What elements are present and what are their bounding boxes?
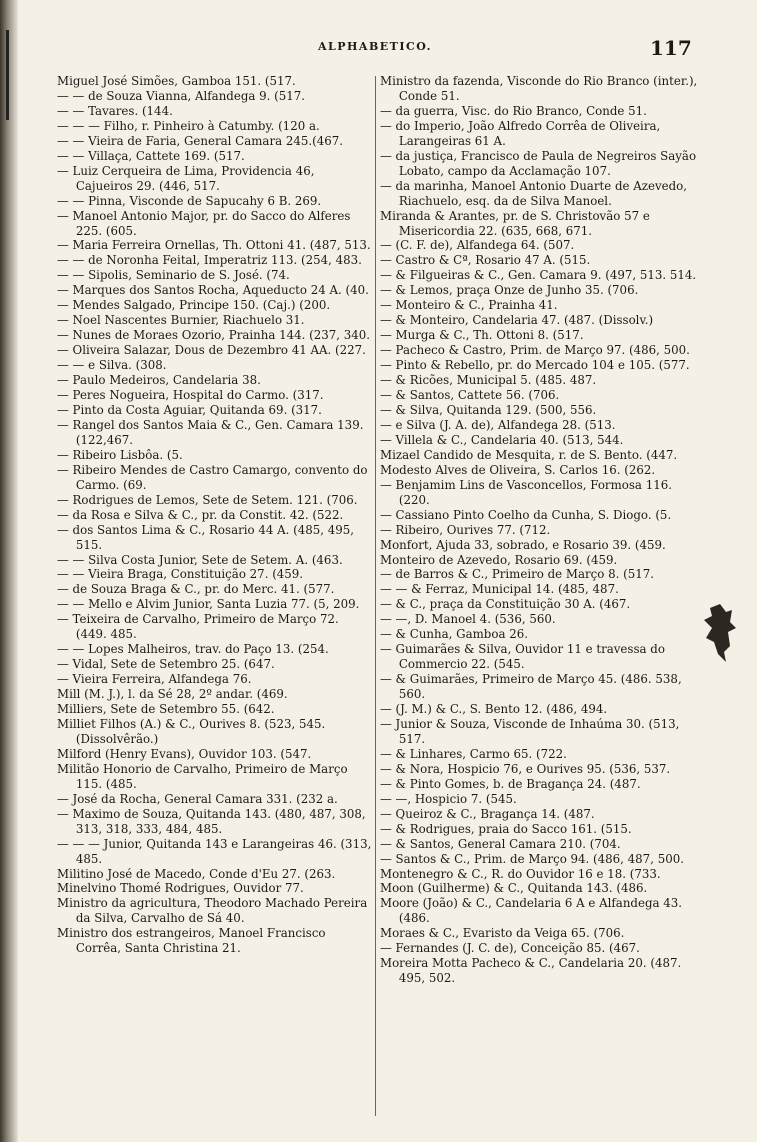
directory-entry: — & Silva, Quitanda 129. (500, 556. — [380, 402, 597, 417]
directory-entry: — Oliveira Salazar, Dous de Dezembro 41 AA. (227. — [57, 343, 366, 358]
directory-entry: — & Santos, Cattete 56. (706. — [380, 388, 560, 403]
directory-entry: — Pinto da Costa Aguiar, Quitanda 69. (317. — [57, 402, 322, 417]
directory-entry: — (C. F. de), Alfandega 64. (507. — [380, 238, 575, 253]
directory-entry: — de Barros & C., Primeiro de Março 8. (517. — [380, 567, 654, 582]
directory-entry: — da marinha, Manoel Antonio Duarte de Azevedo, Riachuelo, esq. da de Silva Manoel. — [380, 178, 687, 208]
directory-entry: — Vidal, Sete de Setembro 25. (647. — [57, 657, 275, 672]
directory-entry: Minelvino Thomé Rodrigues, Ouvidor 77. — [57, 881, 304, 896]
directory-entry: — — Mello e Alvim Junior, Santa Luzia 77. (5, 209. — [57, 597, 360, 612]
directory-entry: — & Santos, General Camara 210. (704. — [380, 836, 621, 851]
directory-entry: — — Vieira Braga, Constituição 27. (459. — [57, 567, 304, 582]
directory-entry: — & Cunha, Gamboa 26. — [380, 627, 528, 642]
directory-entry: — & Filgueiras & C., Gen. Camara 9. (497, 513. 514. — [380, 268, 697, 283]
book-binding-edge — [0, 0, 18, 1142]
directory-entry: — — — Junior, Quitanda 143 e Larangeiras 46. (313, 485. — [57, 836, 372, 866]
directory-entry: — —, Hospicio 7. (545. — [380, 791, 517, 806]
directory-entry: Moreira Motta Pacheco & C., Candelaria 20. (487. 495, 502. — [380, 956, 682, 986]
directory-entry: — Maximo de Souza, Quitanda 143. (480, 487, 308, 313, 318, 333, 484, 485. — [57, 806, 366, 836]
directory-entry: — Ribeiro Lisbôa. (5. — [57, 447, 183, 462]
ink-stain-icon — [702, 602, 738, 664]
directory-entry: — Paulo Medeiros, Candelaria 38. — [57, 373, 261, 388]
binding-mark — [6, 30, 9, 120]
directory-entry: — & Linhares, Carmo 65. (722. — [380, 746, 567, 761]
directory-entry: — — de Noronha Feital, Imperatriz 113. (254, 483. — [57, 253, 362, 268]
right-column — [380, 74, 702, 986]
directory-entry: — — Tavares. (144. — [57, 103, 173, 118]
directory-entry: — da justiça, Francisco de Paula de Negreiros Sayão Lobato, campo da Acclamação 107. — [380, 148, 697, 178]
directory-entry: — — de Souza Vianna, Alfandega 9. (517. — [57, 88, 306, 103]
page-number: 117 — [650, 36, 692, 60]
directory-entry: — — e Silva. (308. — [57, 358, 167, 373]
directory-entry: — Mendes Salgado, Principe 150. (Caj.) (200. — [57, 298, 331, 313]
directory-entry: Ministro da fazenda, Visconde do Rio Branco (inter.), Conde 51. — [380, 74, 698, 103]
directory-entry: Miguel José Simões, Gamboa 151. (517. — [57, 74, 296, 88]
directory-entry: — — Villaça, Cattete 169. (517. — [57, 148, 245, 163]
directory-entry: Militão Honorio de Carvalho, Primeiro de Março 115. (485. — [57, 761, 348, 791]
directory-entry: — Maria Ferreira Ornellas, Th. Ottoni 41. (487, 513. — [57, 238, 371, 253]
directory-entry: — Nunes de Moraes Ozorio, Prainha 144. (237, 340. — [57, 328, 371, 343]
directory-entry: — e Silva (J. A. de), Alfandega 28. (513. — [380, 417, 616, 432]
directory-entry: — Fernandes (J. C. de), Conceição 85. (467. — [380, 941, 640, 956]
directory-entry: — & Lemos, praça Onze de Junho 35. (706. — [380, 283, 639, 298]
directory-entry: — Queiroz & C., Bragança 14. (487. — [380, 806, 595, 821]
directory-entry: — José da Rocha, General Camara 331. (232 a. — [57, 791, 338, 806]
left-column — [57, 74, 373, 956]
directory-entry: — Cassiano Pinto Coelho da Cunha, S. Diogo. (5. — [380, 507, 672, 522]
directory-entry: — Benjamim Lins de Vasconcellos, Formosa 116. (220. — [380, 477, 672, 507]
directory-entry: — & Ricões, Municipal 5. (485. 487. — [380, 373, 597, 388]
directory-entry: Montenegro & C., R. do Ouvidor 16 e 18. (733. — [380, 866, 661, 881]
directory-entry: Moore (João) & C., Candelaria 6 A e Alfandega 43. (486. — [380, 896, 683, 926]
directory-entry: Mill (M. J.), l. da Sé 28, 2º andar. (469. — [57, 687, 288, 702]
directory-entry: — — Silva Costa Junior, Sete de Setem. A. (463. — [57, 552, 343, 567]
directory-entry: Milford (Henry Evans), Ouvidor 103. (547. — [57, 746, 312, 761]
directory-entry: — Murga & C., Th. Ottoni 8. (517. — [380, 328, 584, 343]
directory-entry: — Vieira Ferreira, Alfandega 76. — [57, 672, 252, 687]
directory-entry: — — Vieira de Faria, General Camara 245.(467. — [57, 133, 344, 148]
directory-entry: Mizael Candido de Mesquita, r. de S. Bento. (447. — [380, 447, 678, 462]
directory-entry: — de Souza Braga & C., pr. do Merc. 41. (577. — [57, 582, 335, 597]
directory-entry: — dos Santos Lima & C., Rosario 44 A. (485, 495, 515. — [57, 522, 355, 552]
directory-entry: — do Imperio, João Alfredo Corrêa de Oliveira, Larangeiras 61 A. — [380, 118, 661, 148]
directory-entry: — Noel Nascentes Burnier, Riachuelo 31. — [57, 313, 305, 328]
directory-entry: Miranda & Arantes, pr. de S. Christovão 57 e Misericordia 22. (635, 668, 671. — [380, 208, 650, 238]
directory-entry: Militino José de Macedo, Conde d'Eu 27. (263. — [57, 866, 336, 881]
directory-entry: Ministro dos estrangeiros, Manoel Francisco Corrêa, Santa Christina 21. — [57, 926, 326, 956]
directory-entry: Milliet Filhos (A.) & C., Ourives 8. (523, 545. (Dissolvêrão.) — [57, 716, 326, 746]
directory-entry: — — Pinna, Visconde de Sapucahy 6 B. 269. — [57, 193, 322, 208]
directory-entry: — da guerra, Visc. do Rio Branco, Conde 51. — [380, 103, 647, 118]
directory-entry: — & Pinto Gomes, b. de Bragança 24. (487. — [380, 776, 641, 791]
directory-entry: — Castro & Cª, Rosario 47 A. (515. — [380, 253, 591, 268]
directory-entry: — Pacheco & Castro, Prim. de Março 97. (486, 500. — [380, 343, 690, 358]
directory-entry: — & Nora, Hospicio 76, e Ourives 95. (536, 537. — [380, 761, 671, 776]
directory-entry: — & Guimarães, Primeiro de Março 45. (486. 538, 560. — [380, 672, 682, 702]
directory-entry: — Rodrigues de Lemos, Sete de Setem. 121. (706. — [57, 492, 358, 507]
directory-entry: — (J. M.) & C., S. Bento 12. (486, 494. — [380, 702, 608, 717]
column-divider — [375, 76, 376, 1116]
directory-entry: — Villela & C., Candelaria 40. (513, 544. — [380, 432, 624, 447]
directory-entry: Moon (Guilherme) & C., Quitanda 143. (486. — [380, 881, 648, 896]
directory-entry: — Luiz Cerqueira de Lima, Providencia 46, Cajueiros 29. (446, 517. — [57, 163, 315, 193]
directory-entry: Moraes & C., Evaristo da Veiga 65. (706. — [380, 926, 625, 941]
directory-entry: — Ribeiro Mendes de Castro Camargo, convento do Carmo. (69. — [57, 462, 368, 492]
directory-entry: Modesto Alves de Oliveira, S. Carlos 16. (262. — [380, 462, 656, 477]
directory-entry: Milliers, Sete de Setembro 55. (642. — [57, 702, 275, 717]
directory-entry: — Pinto & Rebello, pr. do Mercado 104 e 105. (577. — [380, 358, 690, 373]
directory-entry: — Santos & C., Prim. de Março 94. (486, 487, 500. — [380, 851, 684, 866]
directory-entry: — Rangel dos Santos Maia & C., Gen. Camara 139. (122,467. — [57, 417, 364, 447]
directory-entry: Monfort, Ajuda 33, sobrado, e Rosario 39. (459. — [380, 537, 666, 552]
directory-entry: — — Lopes Malheiros, trav. do Paço 13. (254. — [57, 642, 329, 657]
directory-entry: — — — Filho, r. Pinheiro à Catumby. (120 a. — [57, 118, 320, 133]
directory-entry: — Peres Nogueira, Hospital do Carmo. (317. — [57, 388, 324, 403]
directory-entry: — Teixeira de Carvalho, Primeiro de Março 72. (449. 485. — [57, 612, 339, 642]
directory-entry: — da Rosa e Silva & C., pr. da Constit. 42. (522. — [57, 507, 344, 522]
directory-entry: Monteiro de Azevedo, Rosario 69. (459. — [380, 552, 618, 567]
directory-entry: — —, D. Manoel 4. (536, 560. — [380, 612, 556, 627]
directory-entry: — — Sipolis, Seminario de S. José. (74. — [57, 268, 290, 283]
directory-entry: — & Monteiro, Candelaria 47. (487. (Dissolv.) — [380, 313, 654, 328]
directory-entry: — Marques dos Santos Rocha, Aqueducto 24 A. (40. — [57, 283, 369, 298]
directory-entry: Ministro da agricultura, Theodoro Machado Pereira da Silva, Carvalho de Sá 40. — [57, 896, 368, 926]
directory-entry: — Monteiro & C., Prainha 41. — [380, 298, 558, 313]
directory-entry: — Ribeiro, Ourives 77. (712. — [380, 522, 551, 537]
directory-entry: — — & Ferraz, Municipal 14. (485, 487. — [380, 582, 619, 597]
directory-entry: — & C., praça da Constituição 30 A. (467. — [380, 597, 631, 612]
directory-entry: — Junior & Souza, Visconde de Inhaúma 30. (513, 517. — [380, 716, 680, 746]
running-header: ALPHABETICO. — [318, 40, 433, 53]
directory-entry: — & Rodrigues, praia do Sacco 161. (515. — [380, 821, 632, 836]
directory-entry: — Manoel Antonio Major, pr. do Sacco do Alferes 225. (605. — [57, 208, 351, 238]
directory-entry: — Guimarães & Silva, Ouvidor 11 e travessa do Commercio 22. (545. — [380, 642, 665, 672]
